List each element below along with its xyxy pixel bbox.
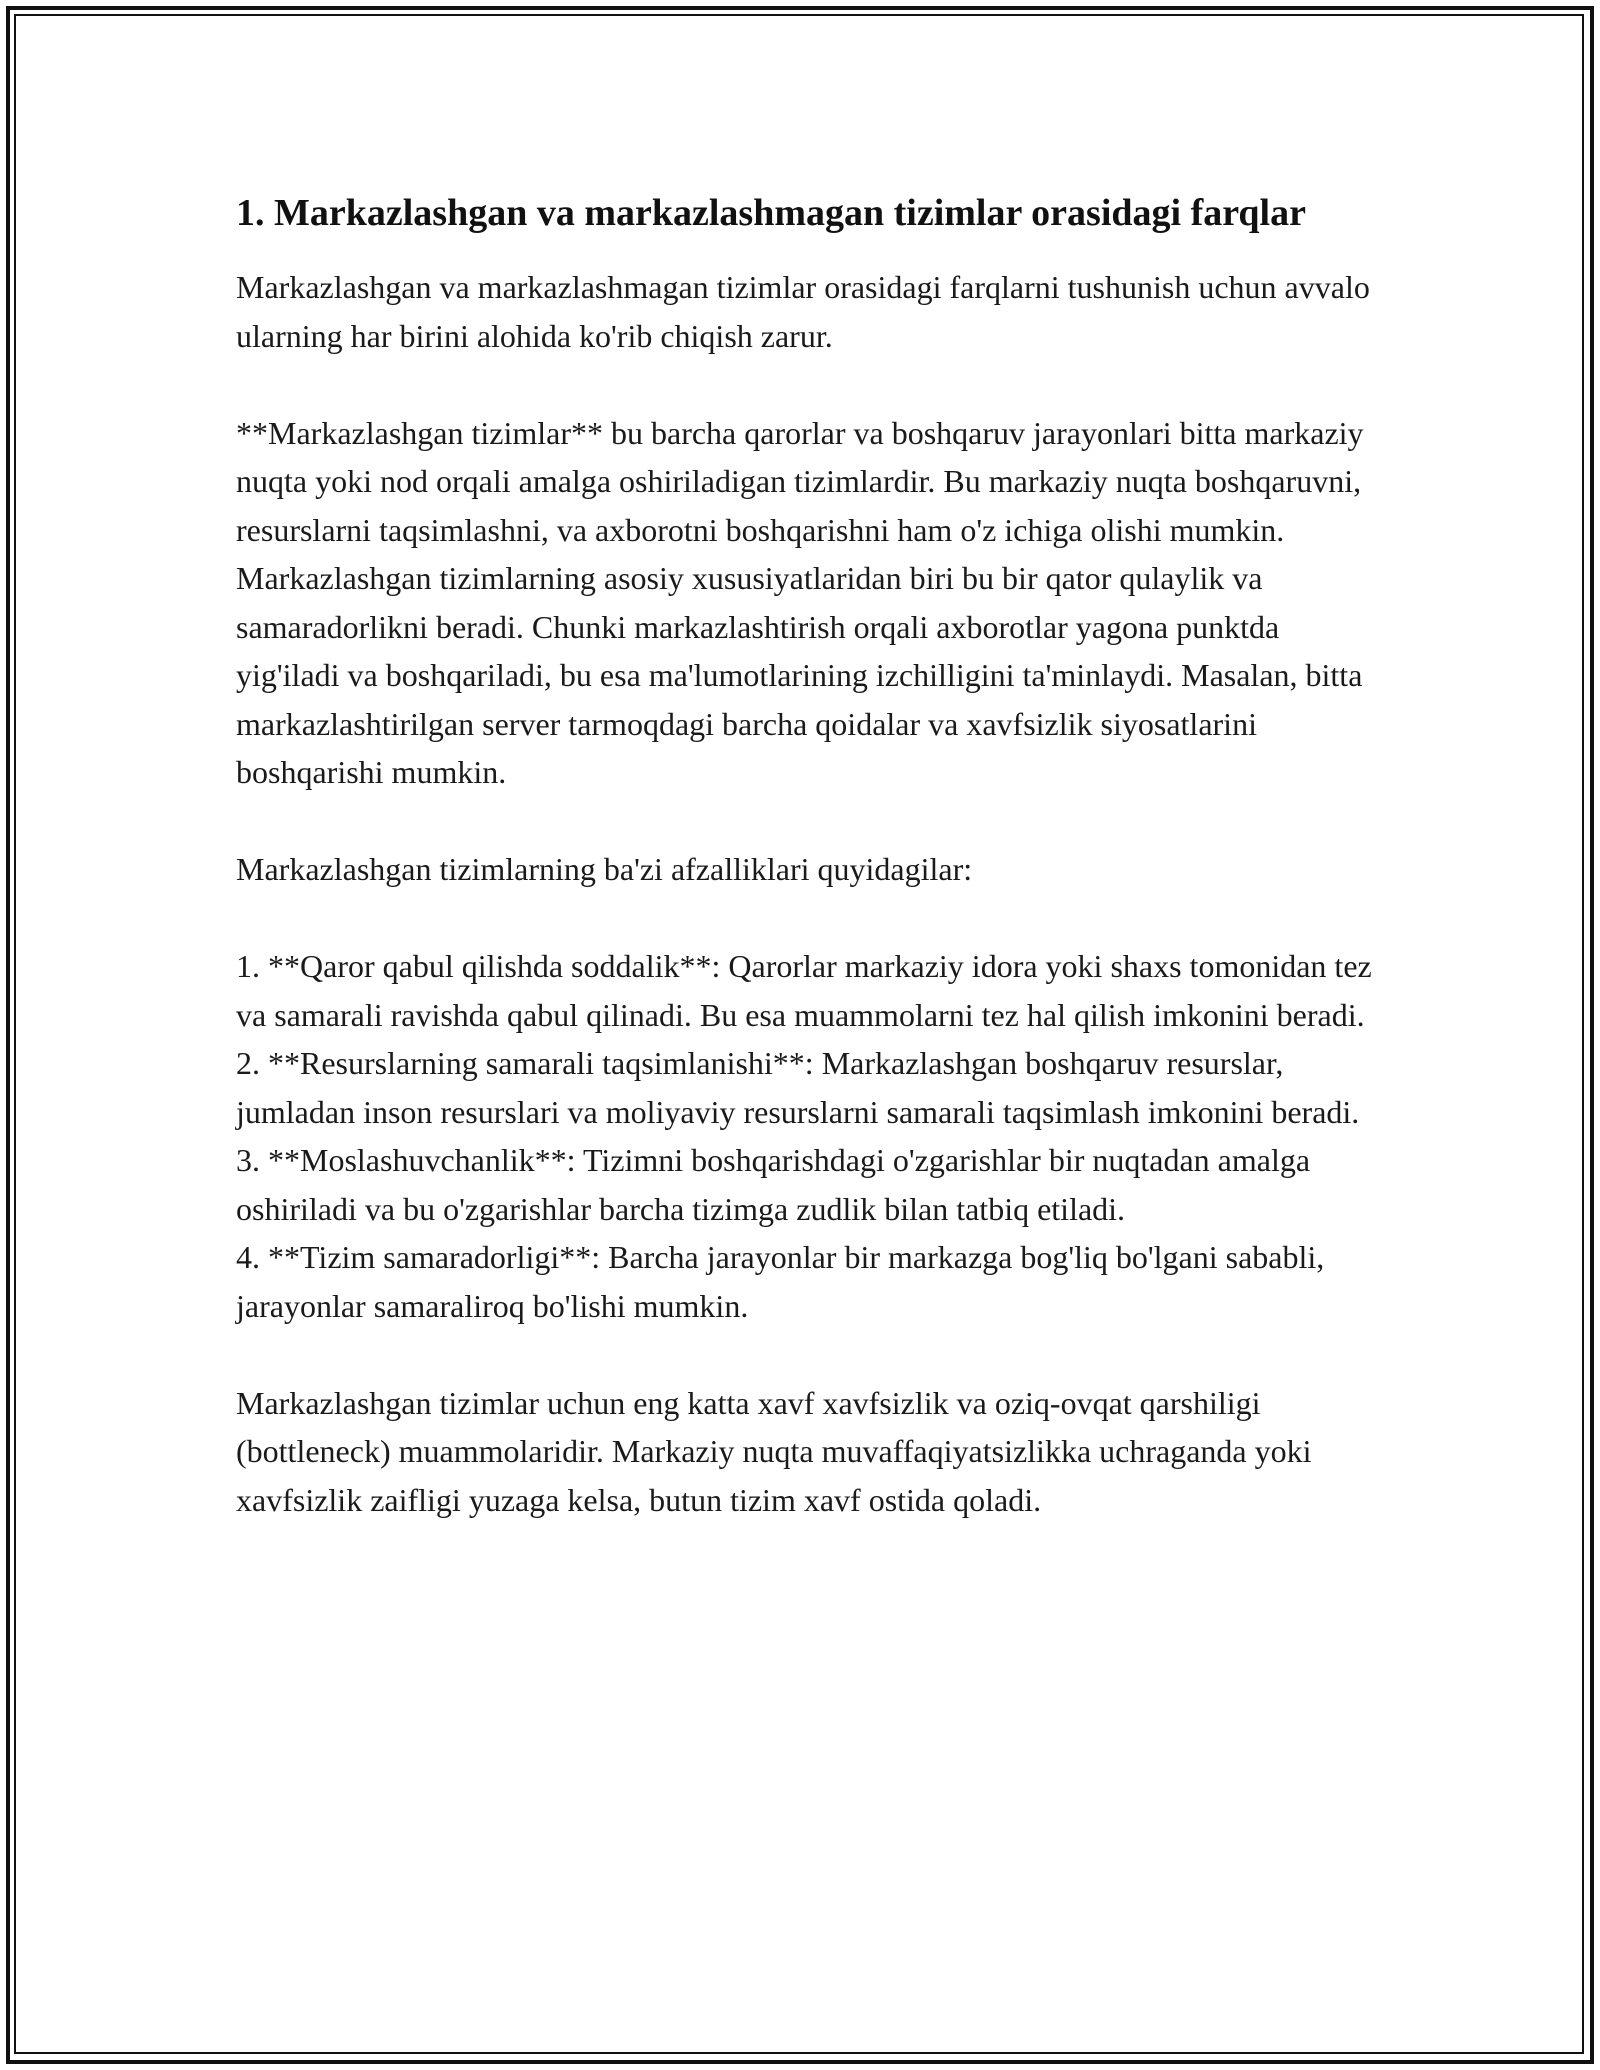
advantage-item-1: 1. **Qaror qabul qilishda soddalik**: Qarorlar markaziy idora yoki shaxs tomonidan tez va samarali ravishda qabul qilinadi. Bu esa muammolarni tez hal qilish imkonini beradi. <box>236 948 1372 1033</box>
advantage-item-3: 3. **Moslashuvchanlik**: Tizimni boshqarishdagi o'zgarishlar bir nuqtadan amalga oshiriladi va bu o'zgarishlar barcha tizimga zudlik bilan tatbiq etiladi. <box>236 1142 1311 1227</box>
document-title: 1. Markazlashgan va markazlashmagan tizimlar orasidagi farqlar <box>236 192 1306 234</box>
advantage-item-4: 4. **Tizim samaradorligi**: Barcha jarayonlar bir markazga bog'liq bo'lgani sababli, jarayonlar samaraliroq bo'lishi mumkin. <box>236 1239 1325 1324</box>
paragraph-gap <box>236 894 1386 943</box>
paragraph-gap <box>236 360 1386 409</box>
advantages-intro: Markazlashgan tizimlarning ba'zi afzalliklari quyidagilar: <box>236 851 973 887</box>
definition-paragraph: **Markazlashgan tizimlar** bu barcha qarorlar va boshqaruv jarayonlari bitta markaziy nuqta yoki nod orqali amalga oshiriladigan tizimlardir. Bu markaziy nuqta boshqaruvni, resurslarni taqsimlashni, va axborotni boshqarishni ham o'z ichiga olishi mumkin. Markazlashgan tizimlarning asosiy xususiyatlaridan biri bu bir qator qulaylik va samaradorlikni beradi. Chunki markazlashtirish orqali axborotlar yagona punktda yig'iladi va boshqariladi, bu esa ma'lumotlarining izchilligini ta'minlaydi. Masalan, bitta markazlashtirilgan server tarmoqdagi barcha qoidalar va xavfsizlik siyosatlarini boshqarishi mumkin. <box>236 414 1364 790</box>
intro-paragraph: Markazlashgan va markazlashmagan tizimlar orasidagi farqlarni tushunish uchun avvalo ularning har birini alohida ko'rib chiqish zarur. <box>236 269 1370 354</box>
paragraph-gap <box>236 1330 1386 1379</box>
conclusion-paragraph: Markazlashgan tizimlar uchun eng katta xavf xavfsizlik va oziq-ovqat qarshiligi (bottleneck) muammolaridir. Markaziy nuqta muvaffaqiyatsizlikka uchraganda yoki xavfsizlik zaifligi yuzaga kelsa, butun tizim xavf ostida qoladi. <box>236 1384 1312 1518</box>
paragraph-gap <box>236 797 1386 846</box>
advantage-item-2: 2. **Resurslarning samarali taqsimlanishi**: Markazlashgan boshqaruv resurslar, jumladan inson resurslari va moliyaviy resurslarni samarali taqsimlash imkonini beradi. <box>236 1045 1360 1130</box>
document-body <box>236 186 1386 1524</box>
